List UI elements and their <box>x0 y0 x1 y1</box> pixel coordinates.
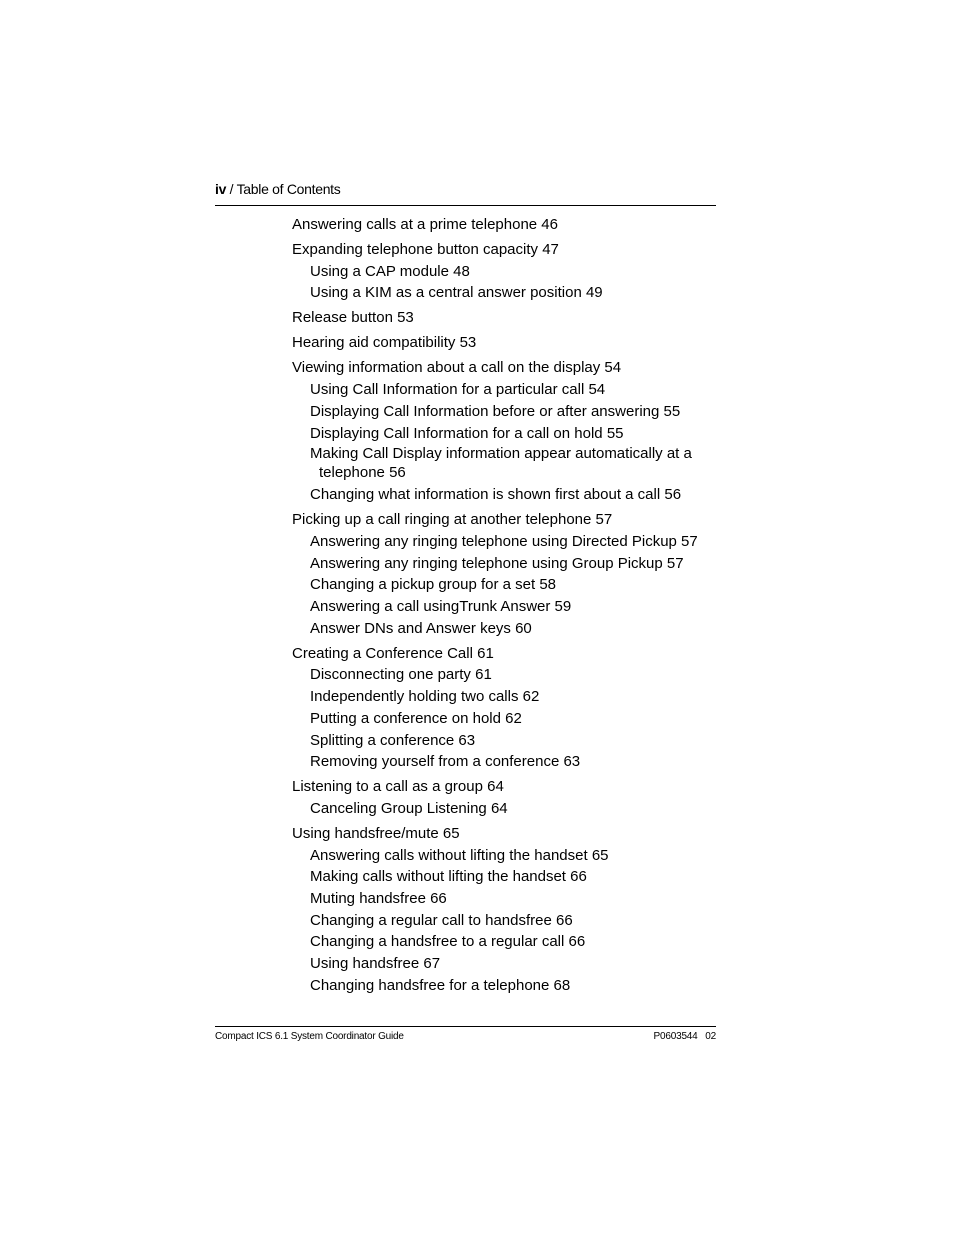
footer-guide-title: Compact ICS 6.1 System Coordinator Guide <box>215 1031 404 1042</box>
toc-list <box>292 214 732 997</box>
toc-subentry[interactable]: Changing a handsfree to a regular call 66 <box>310 933 586 951</box>
toc-subentry[interactable]: Answering any ringing telephone using Group Pickup 57 <box>310 554 684 572</box>
toc-subentry[interactable]: Answering any ringing telephone using Directed Pickup 57 <box>310 532 698 550</box>
footer-part-number: P0603544 02 <box>653 1031 716 1042</box>
toc-entry[interactable]: Creating a Conference Call 61 <box>292 644 494 662</box>
toc-subentry[interactable]: Changing handsfree for a telephone 68 <box>310 976 571 994</box>
toc-entry[interactable]: Release button 53 <box>292 309 414 327</box>
toc-entry[interactable]: Picking up a call ringing at another telephone 57 <box>292 511 613 529</box>
footer-rule <box>215 1026 716 1027</box>
toc-subentry[interactable]: Using handsfree 67 <box>310 955 441 973</box>
running-header <box>215 180 716 198</box>
toc-entry[interactable]: Using handsfree/mute 65 <box>292 824 460 842</box>
page-number: iv <box>215 181 227 197</box>
toc-subentry[interactable]: Removing yourself from a conference 63 <box>310 753 581 771</box>
toc-entry[interactable]: Expanding telephone button capacity 47 <box>292 241 559 258</box>
toc-subentry[interactable]: Changing what information is shown first about a call 56 <box>310 486 682 504</box>
header-title: Table of Contents <box>236 181 341 197</box>
header-rule <box>215 205 716 206</box>
toc-subentry[interactable]: Making Call Display information appear automatically at a telephone 56 <box>310 445 692 482</box>
toc-subentry[interactable]: Muting handsfree 66 <box>310 890 447 908</box>
toc-entry[interactable]: Viewing information about a call on the display 54 <box>292 359 622 377</box>
toc-subentry[interactable]: Answering calls without lifting the handset 65 <box>310 846 609 864</box>
toc-subentry[interactable]: Disconnecting one party 61 <box>310 666 492 684</box>
toc-subentry[interactable]: Splitting a conference 63 <box>310 731 476 749</box>
toc-subentry[interactable]: Using a CAP module 48 <box>310 262 470 280</box>
toc-subentry[interactable]: Changing a regular call to handsfree 66 <box>310 911 573 929</box>
toc-subentry[interactable]: Answer DNs and Answer keys 60 <box>310 619 532 637</box>
toc-subentry[interactable]: Changing a pickup group for a set 58 <box>310 576 556 594</box>
header-separator: / <box>226 181 237 197</box>
toc-entry[interactable]: Hearing aid compatibility 53 <box>292 334 477 352</box>
toc-subentry[interactable]: Canceling Group Listening 64 <box>310 799 508 817</box>
toc-subentry[interactable]: Displaying Call Information before or after answering 55 <box>310 402 681 420</box>
toc-subentry[interactable]: Displaying Call Information for a call on hold 55 <box>310 424 624 442</box>
toc-subentry[interactable]: Independently holding two calls 62 <box>310 688 540 706</box>
toc-subentry[interactable]: Using Call Information for a particular call 54 <box>310 381 606 399</box>
toc-subentry[interactable]: Answering a call usingTrunk Answer 59 <box>310 598 572 616</box>
toc-subentry[interactable]: Using a KIM as a central answer position 49 <box>310 284 603 302</box>
toc-entry[interactable]: Listening to a call as a group 64 <box>292 778 504 796</box>
toc-subentry[interactable]: Making calls without lifting the handset 66 <box>310 868 587 886</box>
toc-entry[interactable]: Answering calls at a prime telephone 46 <box>292 216 558 233</box>
toc-subentry[interactable]: Putting a conference on hold 62 <box>310 709 522 727</box>
